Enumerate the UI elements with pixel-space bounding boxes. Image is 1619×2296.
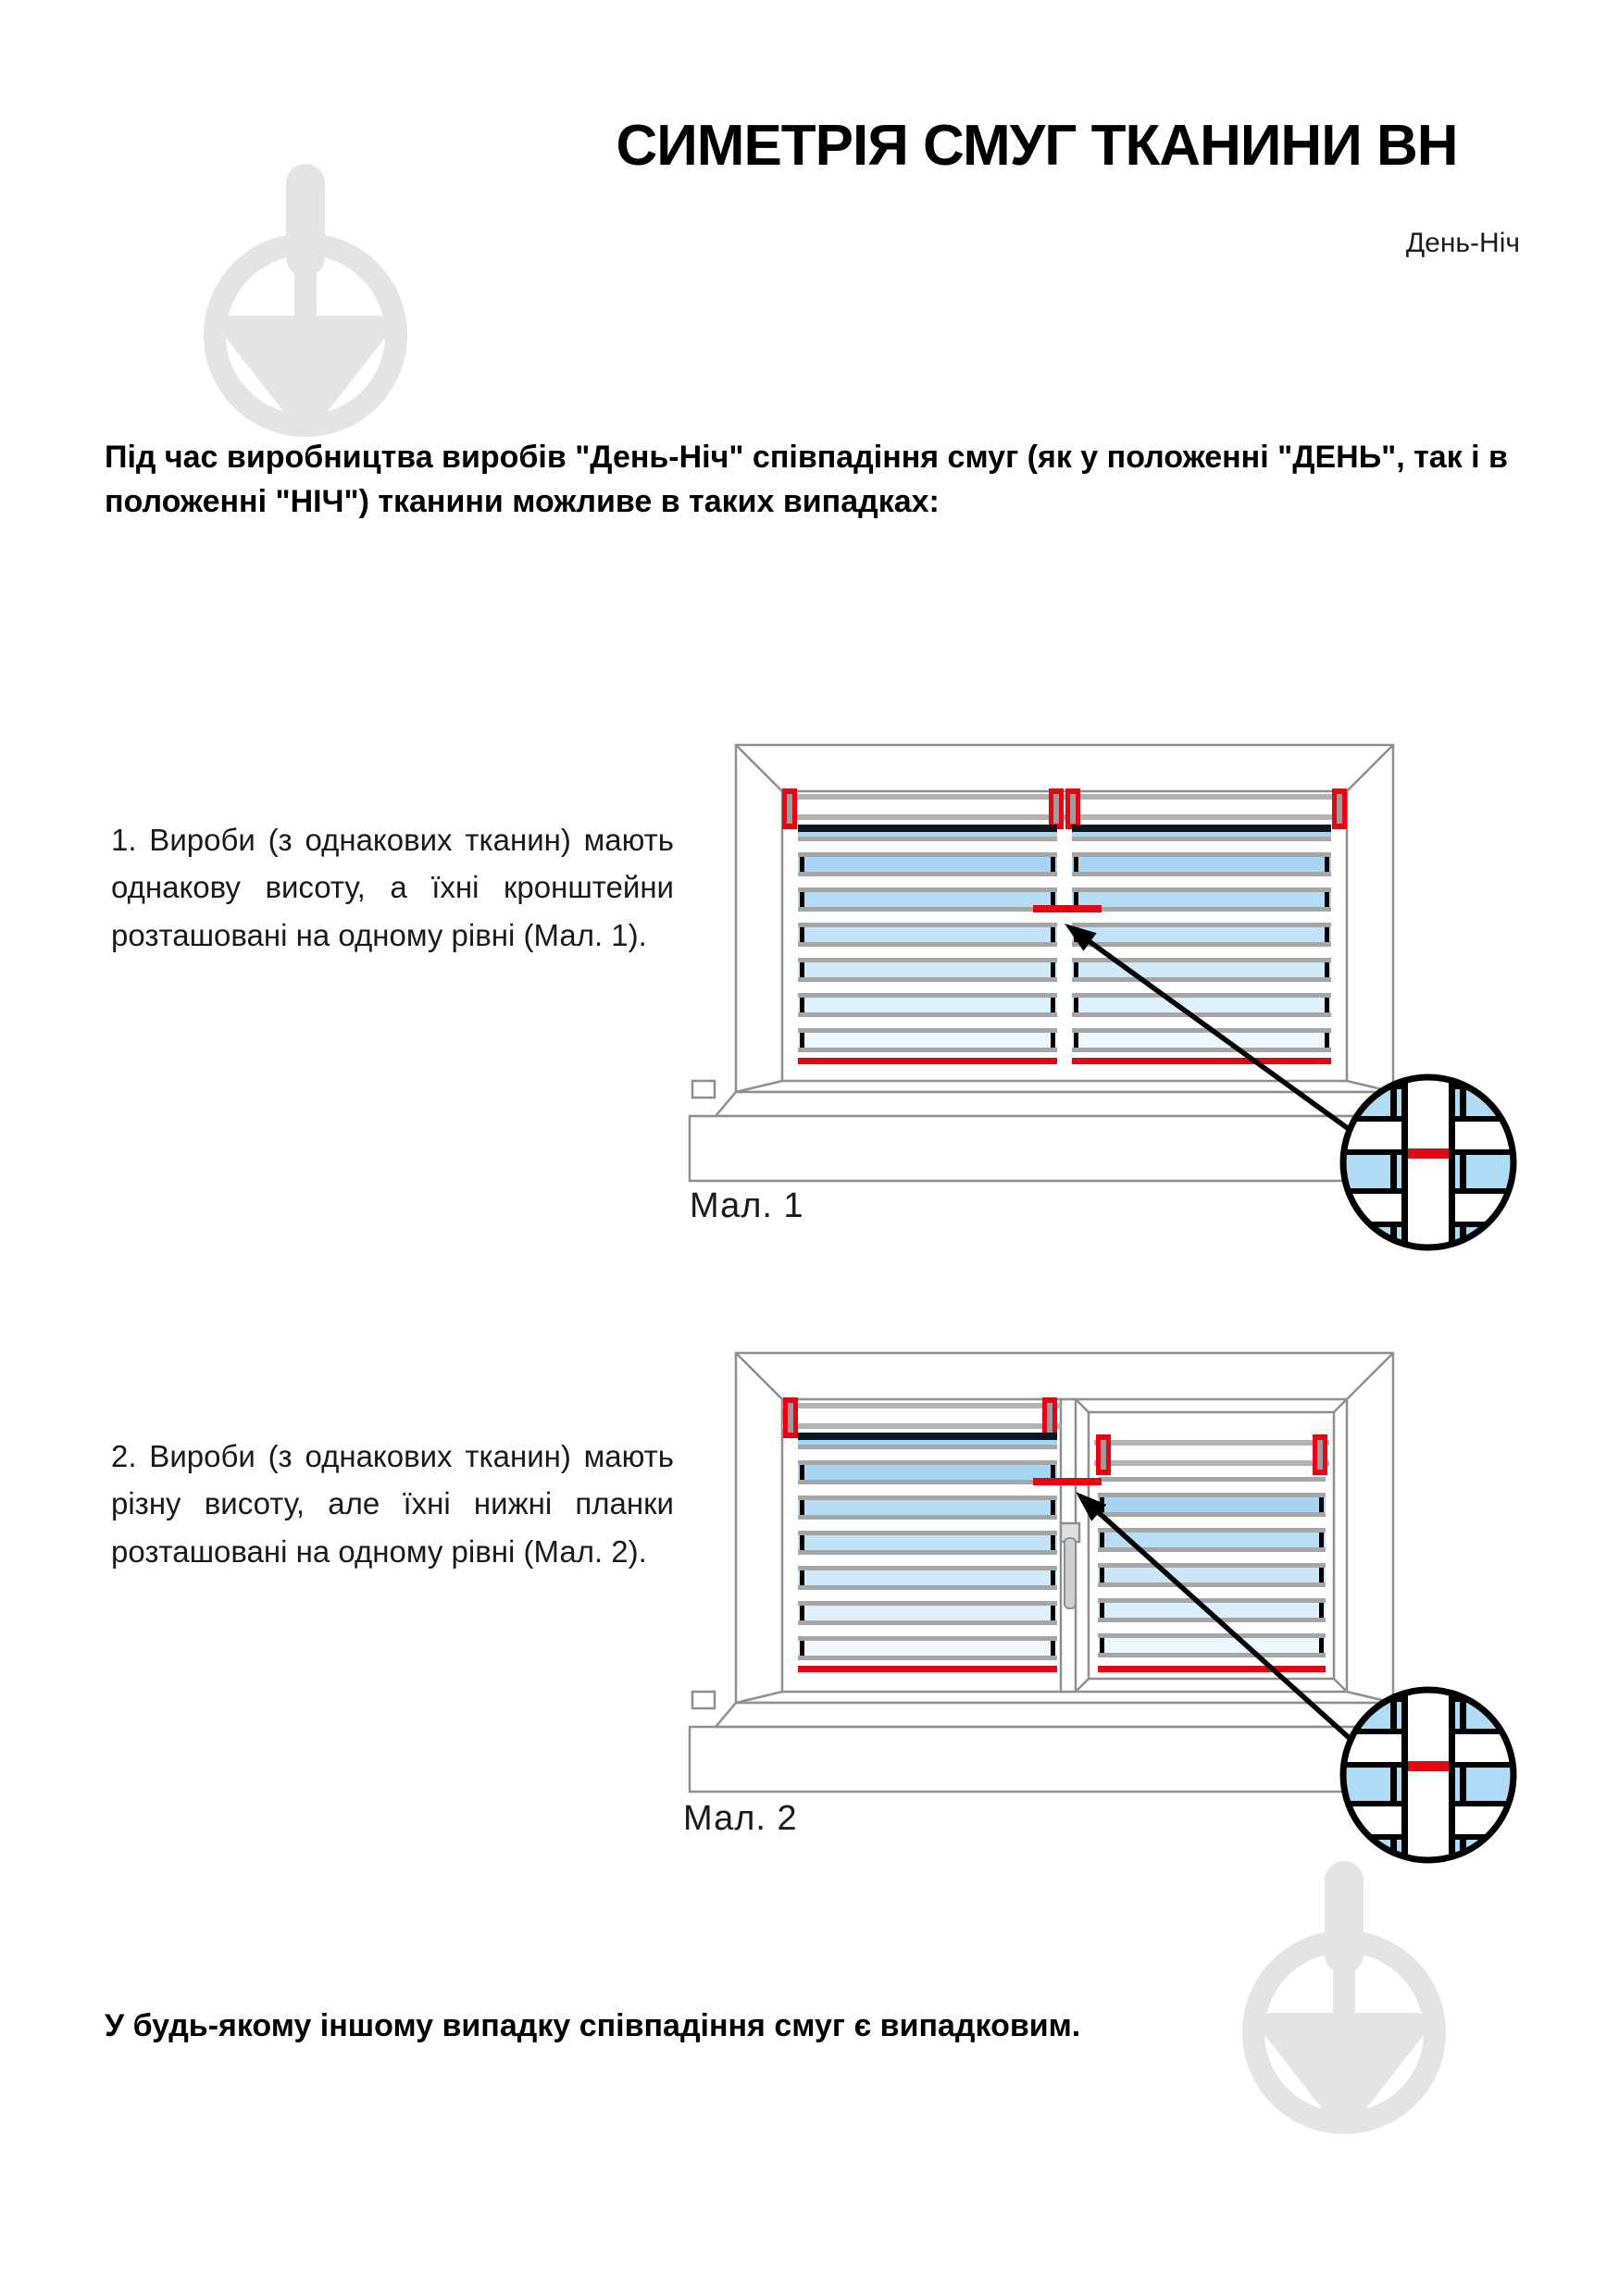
left-blind bbox=[798, 1433, 1057, 1672]
footer-statement: У будь-якому іншому випадку співпадіння смуг є випадковим. bbox=[105, 2008, 1081, 2043]
figure-2-window-diagram bbox=[690, 1353, 1516, 1863]
watermark-logo-top bbox=[215, 164, 396, 426]
mount-bracket-icon bbox=[1332, 788, 1347, 829]
figure-1-caption: Мал. 1 bbox=[690, 1186, 804, 1225]
figure-1-window-diagram bbox=[690, 745, 1516, 1250]
mount-bracket-icon bbox=[1065, 788, 1080, 829]
left-blind bbox=[798, 825, 1057, 1064]
mount-bracket-icon bbox=[1049, 788, 1064, 829]
mount-bracket-icon bbox=[782, 788, 797, 829]
page-title: СИМЕТРІЯ СМУГ ТКАНИНИ ВН bbox=[616, 114, 1458, 178]
alignment-line bbox=[1033, 1478, 1102, 1485]
page-subtitle: День-Ніч bbox=[1405, 228, 1520, 258]
window-sill bbox=[690, 1081, 1418, 1181]
right-blind bbox=[1098, 1477, 1326, 1672]
figure-2-caption: Мал. 2 bbox=[683, 1799, 798, 1838]
mount-bracket-icon bbox=[1042, 1397, 1057, 1438]
window-sill bbox=[690, 1692, 1418, 1792]
window-handle bbox=[1061, 1523, 1079, 1608]
mount-bracket-icon bbox=[1313, 1434, 1327, 1475]
watermark-logo-bottom bbox=[1253, 1861, 1435, 2123]
right-blind bbox=[1072, 825, 1331, 1064]
case-1-paragraph: 1. Вироби (з однакових тканин) мають однакову висоту, а їхні кронштейни розташовані на одному рівні (Мал. 1). bbox=[111, 823, 674, 952]
intro-paragraph: Під час виробництва виробів "День-Ніч" співпадіння смуг (як у положенні "ДЕНЬ", так і в положенні "НІЧ") тканини можливе в таких випадках: bbox=[105, 440, 1508, 520]
zoom-detail-circle bbox=[1340, 1687, 1516, 1863]
case-2-paragraph: 2. Вироби (з однакових тканин) мають різну висоту, але їхні нижні планки розташовані на одному рівні (Мал. 2). bbox=[111, 1439, 674, 1569]
alignment-line bbox=[1033, 905, 1102, 912]
mount-bracket-icon bbox=[1096, 1434, 1111, 1475]
mount-bracket-icon bbox=[783, 1397, 798, 1438]
zoom-detail-circle bbox=[1340, 1074, 1516, 1250]
